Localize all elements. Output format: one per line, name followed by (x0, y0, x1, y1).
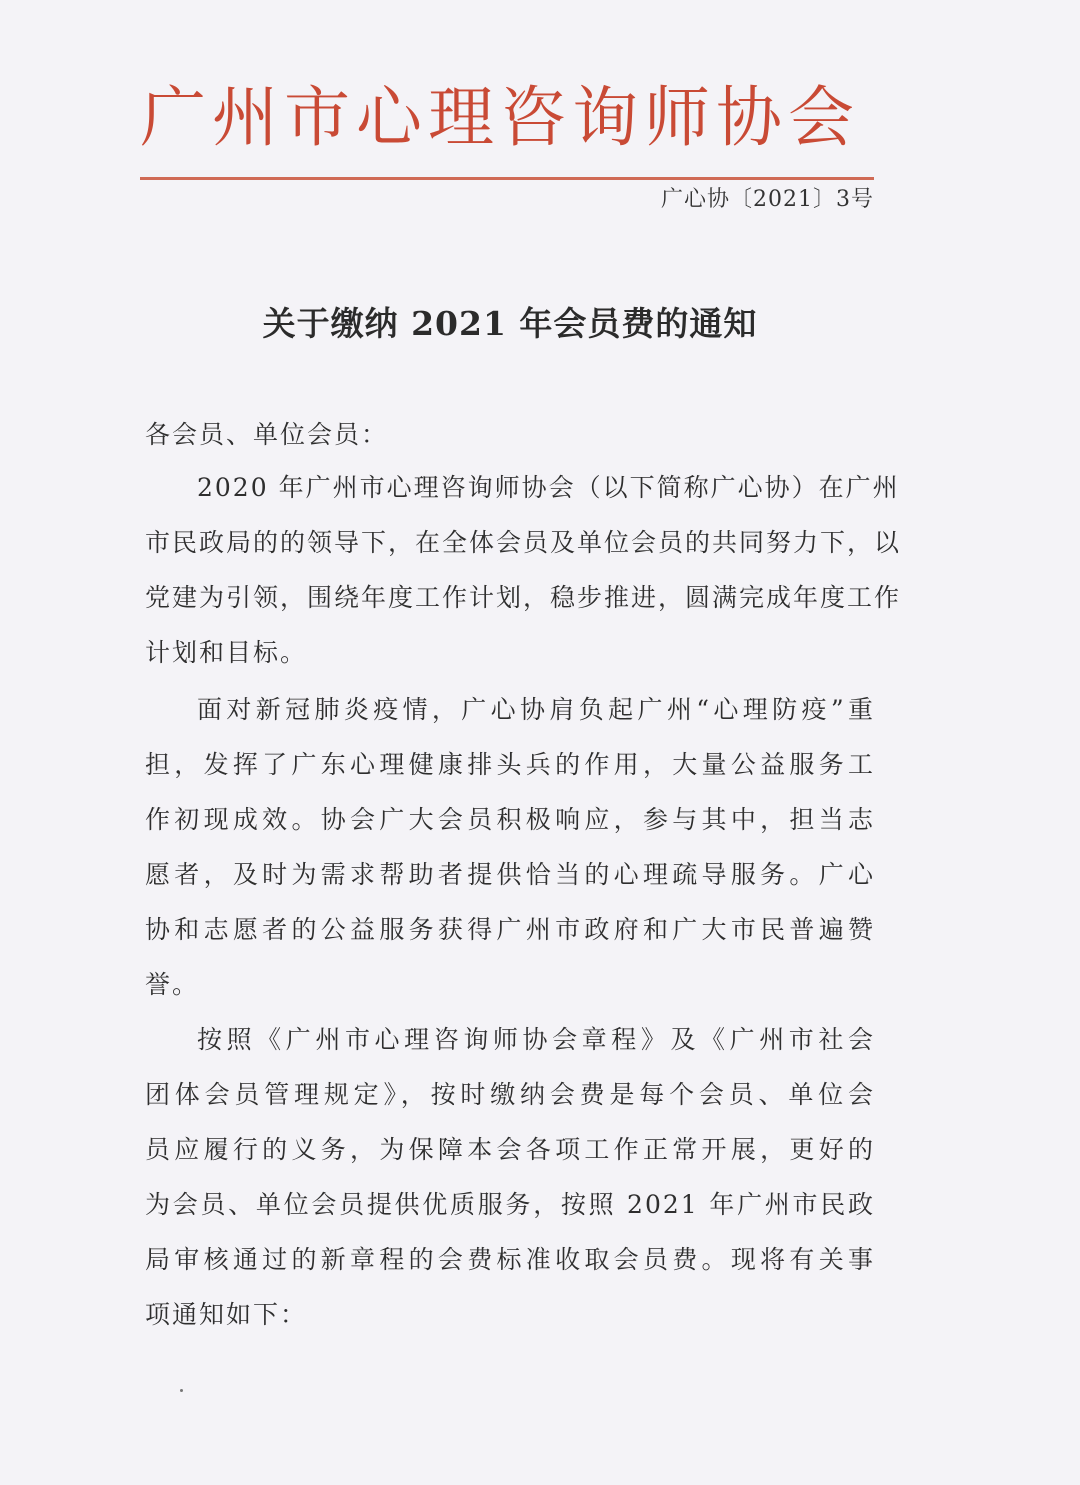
paragraph-line: 员应履行的义务，为保障本会各项工作正常开展，更好的 (145, 1135, 875, 1164)
paragraph-line: 市民政局的的领导下，在全体会员及单位会员的共同努力下，以 (145, 528, 902, 557)
paragraph-3 (145, 1012, 875, 1342)
salutation: 各会员、单位会员： (145, 420, 389, 449)
document-title: 关于缴纳 2021 年会员费的通知 (262, 304, 758, 343)
paragraph-line: 团体会员管理规定》，按时缴纳会费是每个会员、单位会 (145, 1080, 875, 1109)
paragraph-line: 担，发挥了广东心理健康排头兵的作用，大量公益服务工 (145, 750, 875, 779)
paragraph-line: 项通知如下： (145, 1300, 308, 1329)
scan-speck (180, 1389, 183, 1392)
paragraph-1 (145, 460, 902, 680)
paragraph-line: 党建为引领，围绕年度工作计划，稳步推进，圆满完成年度工作 (145, 583, 902, 612)
paragraph-line: 局审核通过的新章程的会费标准收取会员费。现将有关事 (145, 1245, 875, 1274)
paragraph-2 (145, 682, 875, 1012)
paragraph-line: 誉。 (145, 970, 200, 999)
letterhead-divider (140, 177, 874, 180)
document-number: 广心协〔2021〕3号 (661, 187, 874, 212)
paragraph-line: 作初现成效。协会广大会员积极响应，参与其中，担当志 (145, 805, 875, 834)
paragraph-line: 按照《广州市心理咨询师协会章程》及《广州市社会 (197, 1025, 875, 1054)
paragraph-line: 2020 年广州市心理咨询师协会（以下简称广心协）在广州 (197, 473, 900, 502)
paragraph-line: 为会员、单位会员提供优质服务，按照 2021 年广州市民政 (145, 1190, 875, 1219)
paragraph-line: 协和志愿者的公益服务获得广州市政府和广大市民普遍赞 (145, 915, 875, 944)
organization-letterhead: 广州市心理咨询师协会 (140, 79, 860, 156)
paragraph-line: 计划和目标。 (145, 638, 308, 667)
paragraph-line: 愿者，及时为需求帮助者提供恰当的心理疏导服务。广心 (145, 860, 875, 889)
paragraph-line: 面对新冠肺炎疫情，广心协肩负起广州“心理防疫”重 (197, 695, 875, 724)
